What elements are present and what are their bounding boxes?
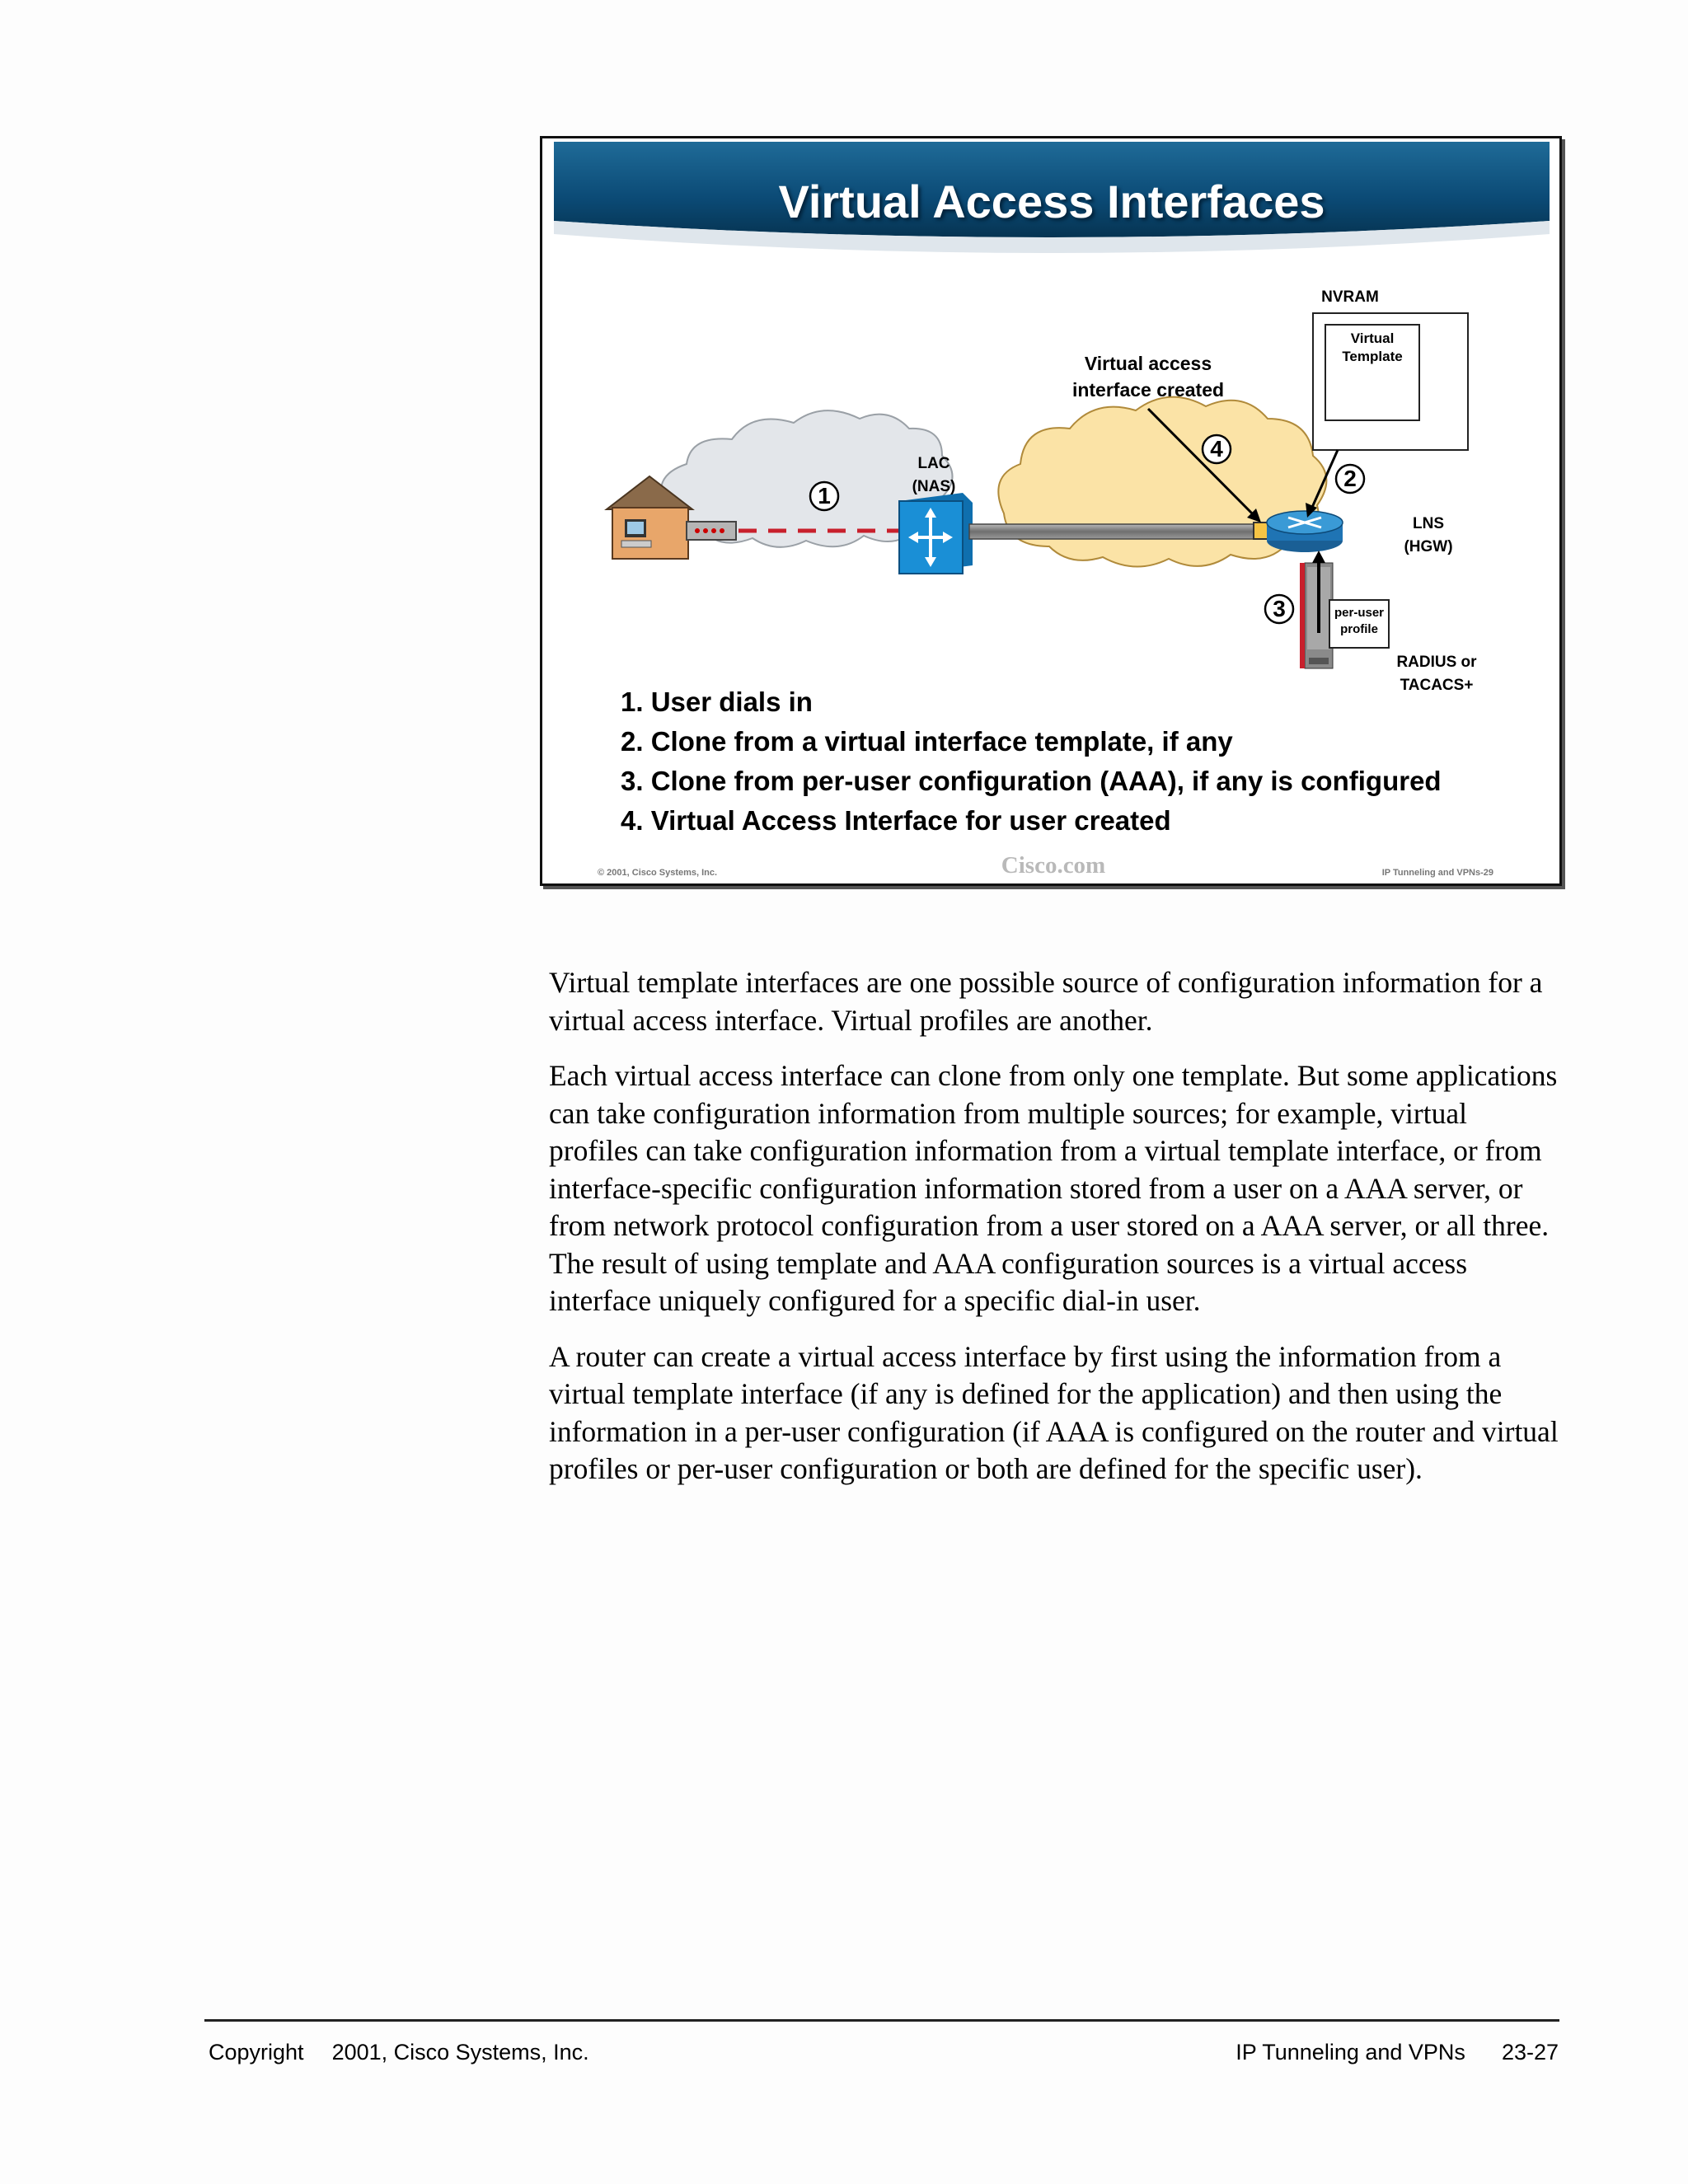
lac-switch-icon	[899, 493, 973, 574]
copyright-label: Copyright	[209, 2040, 304, 2064]
radius-label-line2: TACACS+	[1400, 677, 1474, 694]
step-3: 3. Clone from per-user configuration (AAA), if any is configured	[621, 766, 1442, 796]
copyright-text: 2001, Cisco Systems, Inc.	[331, 2040, 589, 2064]
marker-2-label: 2	[1343, 466, 1357, 491]
footer-rule	[204, 2019, 1559, 2022]
virtual-template-label: Virtual Template	[1342, 330, 1403, 365]
lns-label-line1: LNS	[1413, 515, 1444, 532]
page-footer-left	[209, 2040, 617, 2065]
radius-server-icon	[1300, 563, 1333, 668]
lns-label-line2: (HGW)	[1404, 538, 1453, 555]
marker-3-label: 3	[1273, 596, 1286, 621]
page-footer-right	[1199, 2040, 1559, 2065]
cisco-logo: Cisco.com	[1001, 852, 1106, 879]
lac-label-line2: (NAS)	[912, 478, 956, 495]
lac-label-line1: LAC	[917, 455, 950, 472]
vai-created-label-line2: interface created	[1071, 379, 1225, 401]
step-1: 1. User dials in	[621, 687, 813, 717]
course-title: IP Tunneling and VPNs	[1236, 2040, 1465, 2064]
body-text	[549, 964, 1563, 1507]
steps-list	[621, 682, 1442, 841]
lns-router-icon	[1267, 511, 1343, 552]
radius-label-line1: RADIUS or	[1396, 654, 1477, 671]
marker-4-label: 4	[1210, 436, 1223, 462]
slide-title-band	[554, 142, 1550, 282]
slide-course-tag: IP Tunneling and VPNs-29	[1381, 868, 1493, 878]
nvram-label: NVRAM	[1321, 288, 1379, 306]
slide-copyright: © 2001, Cisco Systems, Inc.	[598, 868, 718, 878]
per-user-label-line2: profile	[1340, 622, 1378, 636]
slide-title: Virtual Access Interfaces	[778, 176, 1325, 227]
page-number: 23-27	[1501, 2040, 1559, 2064]
step-2: 2. Clone from a virtual interface template, if any	[621, 726, 1233, 757]
slide	[540, 136, 1562, 886]
l2tp-tunnel	[969, 524, 1254, 539]
step-4: 4. Virtual Access Interface for user created	[621, 805, 1171, 836]
paragraph-1: Virtual template interfaces are one possible source of configuration information for a virtual access interface. Virtual profiles are another.	[549, 966, 1543, 1037]
paragraph-2: Each virtual access interface can clone from only one template. But some applications can take configuration information from multiple sources; for example, virtual profiles can take configuration information from a virtual template interface, or from interface-specific configuration information stored from a user on a AAA server, or from network protocol configuration from a user stored on a AAA server, or all three. The result of using template and AAA configuration sources is a virtual access interface uniquely configured for a specific dial-in user.	[549, 1059, 1558, 1317]
marker-1-label: 1	[818, 483, 831, 509]
vai-created-label-line1: Virtual access	[1084, 353, 1212, 374]
per-user-label-line1: per-user	[1334, 606, 1385, 620]
paragraph-3: A router can create a virtual access interface by first using the information from a virtual template interface (if any is defined for the application) and then using the information in a per-user configuration (if AAA is configured on the router and virtual profiles or per-user configuration or both are defined for the specific user).	[549, 1339, 1559, 1485]
